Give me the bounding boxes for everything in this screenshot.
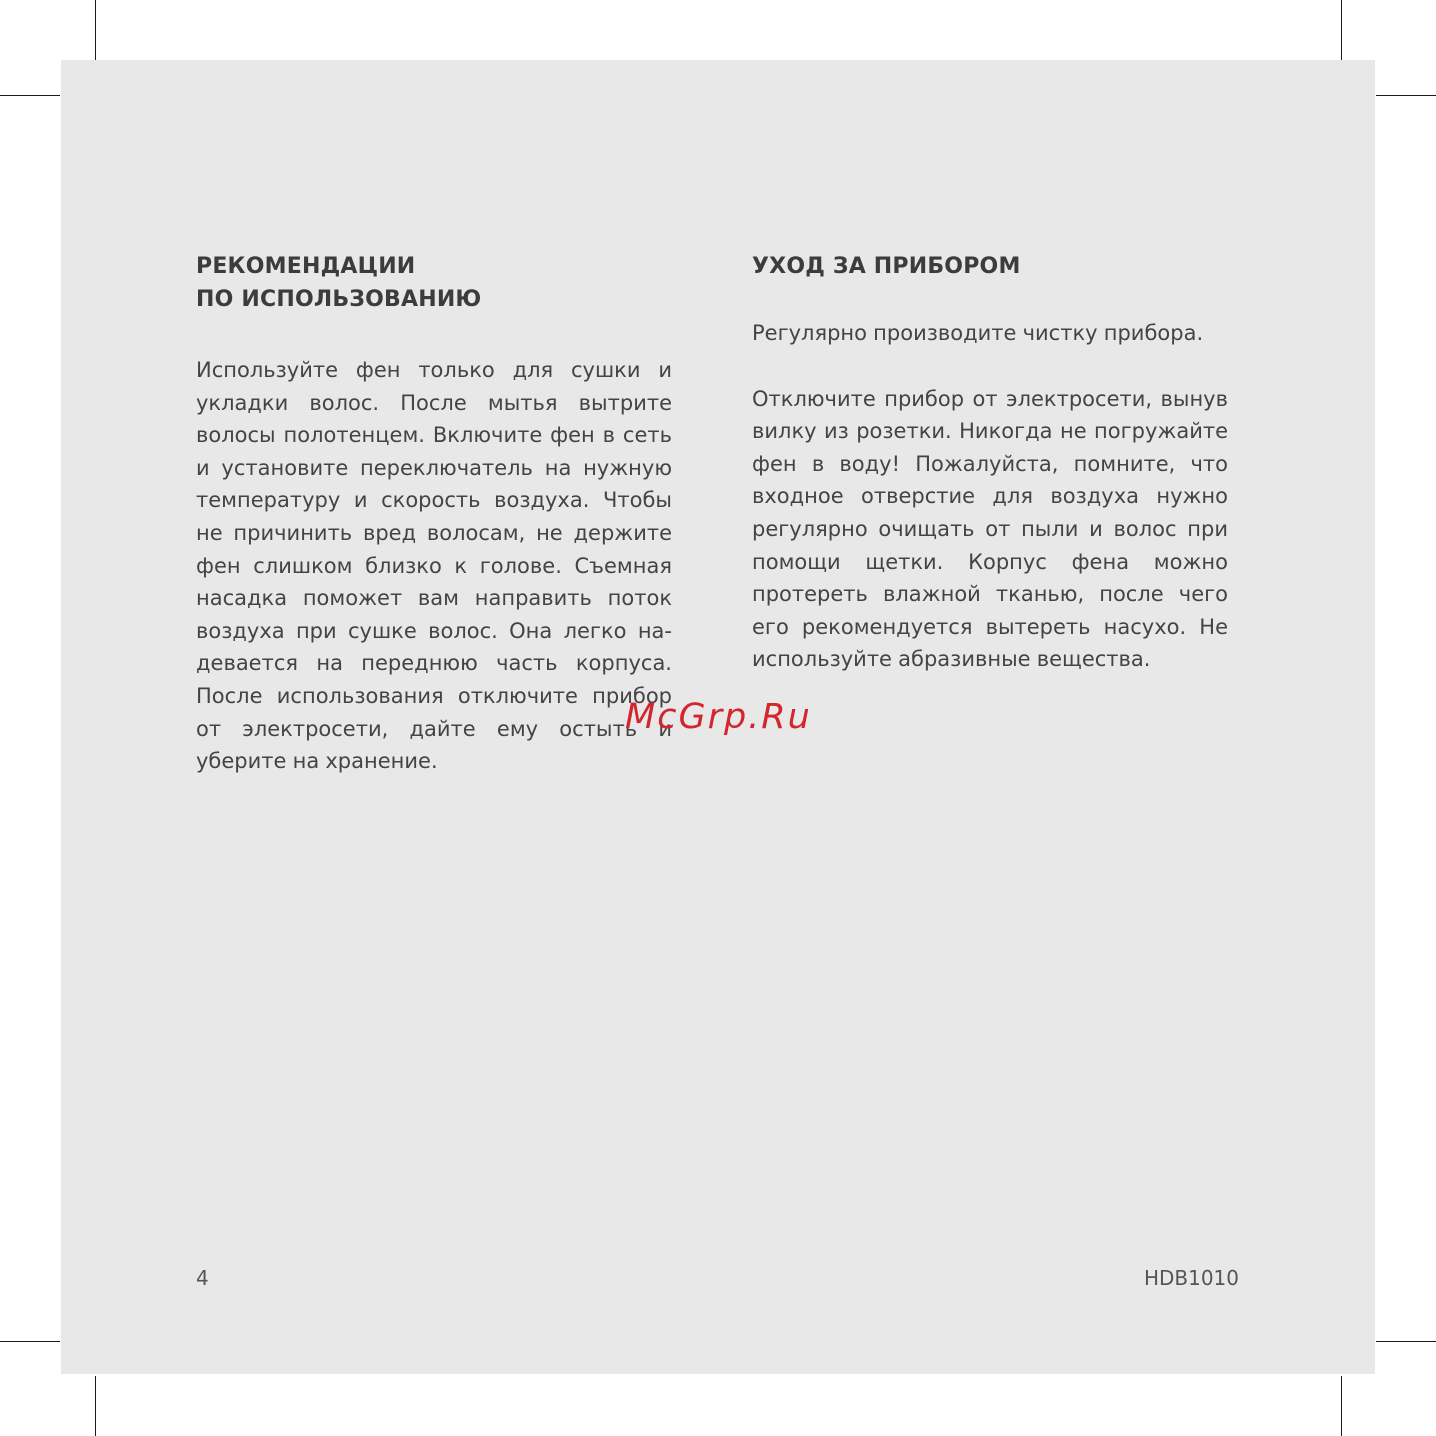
crop-mark-top-right-horizontal [1376,95,1436,96]
device-care-paragraph-2: Отключите прибор от электросети, вынув вилку из розетки. Никогда не погружайте фен в воду! Пожалуйста, помните, что входное отверстие для воздуха нужно регулярно очищать от пыли и волос при помощи щетки. Корпус фена можно протереть влажной тканью, после чего его рекомендуется вытереть насухо. Не используйте абразивные вещества. [752,386,1228,672]
device-care-heading: УХОД ЗА ПРИБОРОМ [752,254,1021,279]
crop-mark-bottom-left-horizontal [0,1341,60,1342]
watermark: McGrp.Ru [625,697,812,737]
crop-mark-top-left-horizontal [0,95,60,96]
usage-recommendations-heading [196,250,672,316]
heading-line-2: ПО ИСПОЛЬЗОВАНИЮ [196,287,482,312]
crop-mark-bottom-right-vertical [1341,1376,1342,1436]
crop-mark-top-right-vertical [1341,0,1342,60]
manual-page [61,60,1375,1374]
device-care-paragraph-1: Регулярно производите чистку прибора. [752,321,1204,345]
device-care-section [752,250,1228,676]
usage-recommendations-section [196,250,672,778]
usage-recommendations-text: Используйте фен только для сушки и укладки волос. После мытья вытрите волосы полотенцем. Включите фен в сеть и установите переключатель на нужную температуру и скорость воздуха. Чтобы не причинить вред волосам, не держите фен слишком близко к голове. Съемная насадка поможет вам направить поток воздуха при сушке волос. Она легко надевается на переднюю часть корпуса. После использования отключите прибор от электросети, дайте ему остыть и уберите на хранение. [196,358,672,774]
heading-line-1: РЕКОМЕНДАЦИИ [196,254,416,279]
crop-mark-top-left-vertical [95,0,96,60]
page-number: 4 [196,1266,209,1290]
crop-mark-bottom-left-vertical [95,1376,96,1436]
model-code: HDB1010 [1143,1266,1239,1290]
crop-mark-bottom-right-horizontal [1376,1341,1436,1342]
